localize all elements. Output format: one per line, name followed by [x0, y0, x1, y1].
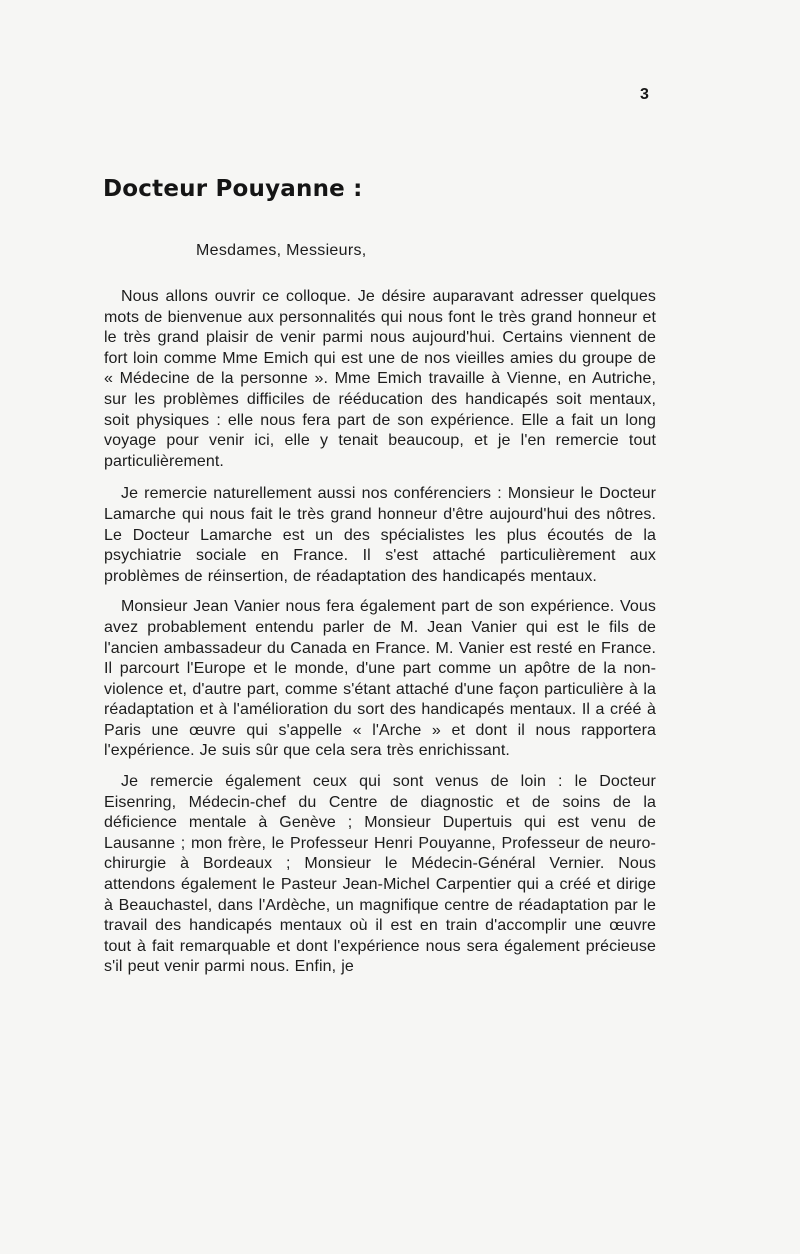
body-text [104, 287, 656, 988]
paragraph-guests: Je remercie également ceux qui sont venus de loin : le Docteur Eisenring, Médecin-chef du Centre de diagnostic et de soins de la déficience mentale à Genève ; Monsieur Dupertuis qui est venu de Lausanne ; mon frère, le Professeur Henri Pouyanne, Professeur de neuro-chirurgie à Bordeaux ; Monsieur le Médecin-Général Vernier. Nous attendons également le Pasteur Jean-Michel Carpentier qui a créé et dirige à Beauchastel, dans l'Ardèche, un magnifique centre de réadaptation par le travail des handicapés mentaux où il est en train d'accomplir une œuvre tout à fait remarquable et dont l'expérience nous sera également précieuse s'il peut venir parmi nous. Enfin, je [104, 773, 656, 976]
salutation: Mesdames, Messieurs, [196, 242, 367, 259]
paragraph-welcome: Nous allons ouvrir ce colloque. Je désire auparavant adresser quelques mots de bienvenue aux personnalités qui nous font le très grand honneur et le très grand plaisir de venir parmi nous aujourd'hui. Certains viennent de fort loin comme Mme Emich qui est une de nos vieilles amies du groupe de « Médecine de la personne ». Mme Emich travaille à Vienne, en Autriche, sur les problèmes difficiles de rééducation des handicapés soit mentaux, soit physiques : elle nous fera part de son expérience. Elle a fait un long voyage pour venir ici, elle y tenait beaucoup, et je l'en remercie tout particulièrement. [104, 288, 656, 470]
speaker-heading: Docteur Pouyanne : [103, 176, 363, 202]
page-number: 3 [640, 86, 649, 103]
paragraph-vanier: Monsieur Jean Vanier nous fera également part de son expérience. Vous avez probablement entendu parler de M. Jean Vanier qui est le fils de l'ancien ambassadeur du Canada en France. M. Vanier est resté en France. Il parcourt l'Europe et le monde, d'une part comme un apôtre de la non-violence et, d'autre part, comme s'étant attaché d'une façon particulière à la réadaptation et à l'amélioration du sort des handicapés mentaux. Il a créé à Paris une œuvre qui s'appelle « l'Arche » et dont il nous rapportera l'expérience. Je suis sûr que cela sera très enrichissant. [104, 598, 656, 760]
paragraph-lecturers: Je remercie naturellement aussi nos conférenciers : Monsieur le Docteur Lamarche qui nous fait le très grand honneur d'être aujourd'hui des nôtres. Le Docteur Lamarche est un des spécialistes les plus écoutés de la psychiatrie sociale en France. Il s'est attaché particulièrement aux problèmes de réinsertion, de réadaptation des handicapés mentaux. [104, 485, 656, 585]
